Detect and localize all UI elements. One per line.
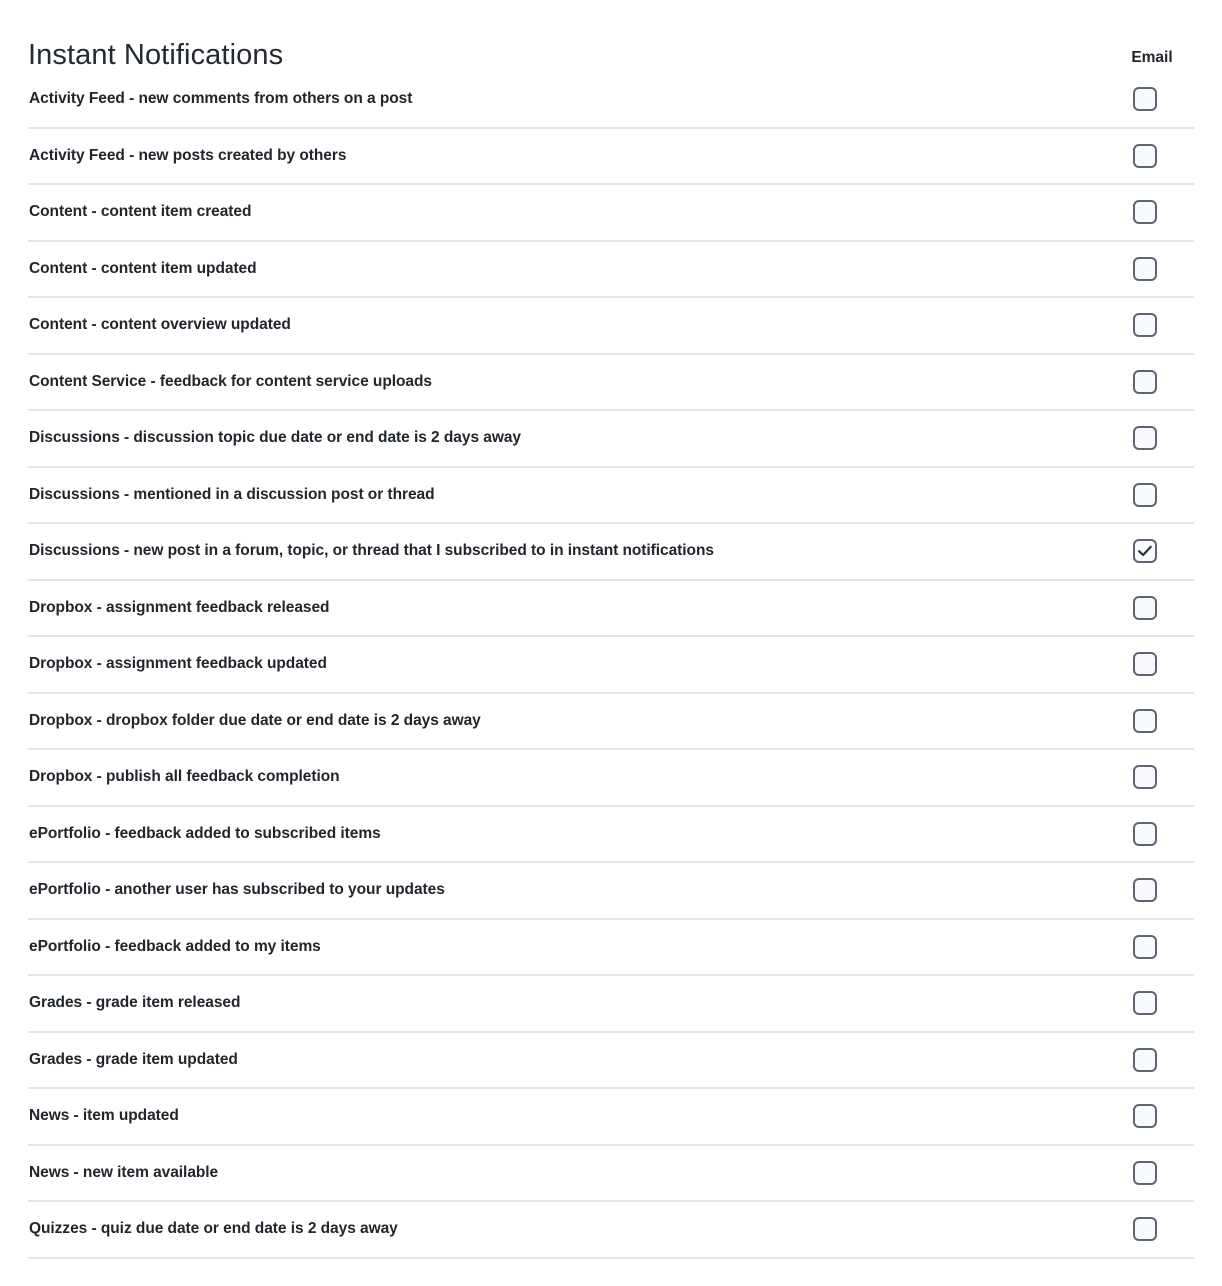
email-cell [1105, 426, 1185, 450]
notification-label: ePortfolio - feedback added to subscribed items [29, 824, 381, 842]
email-checkbox[interactable] [1133, 483, 1157, 507]
notification-label: Dropbox - assignment feedback updated [29, 655, 327, 673]
table-row [28, 976, 1194, 1033]
table-row [28, 298, 1194, 355]
notification-label: Quizzes - quiz due date or end date is 2 days away [29, 1220, 398, 1238]
email-checkbox[interactable] [1133, 1048, 1157, 1072]
email-checkbox[interactable] [1133, 596, 1157, 620]
page-title: Instant Notifications [28, 39, 284, 72]
table-row [28, 920, 1194, 977]
email-checkbox[interactable] [1133, 652, 1157, 676]
email-column-header: Email [1131, 49, 1173, 66]
notification-label: Grades - grade item updated [29, 1050, 238, 1068]
email-cell [1105, 313, 1185, 337]
email-cell [1105, 652, 1185, 676]
email-checkbox[interactable] [1133, 1161, 1157, 1185]
table-row [28, 863, 1194, 920]
email-cell [1105, 822, 1185, 846]
email-checkbox[interactable] [1133, 991, 1157, 1015]
table-row [28, 1033, 1194, 1090]
email-cell [1105, 1104, 1185, 1128]
table-row [28, 468, 1194, 525]
page-header [28, 0, 1194, 72]
table-row [28, 750, 1194, 807]
email-cell [1105, 765, 1185, 789]
notification-label: Content - content overview updated [29, 316, 291, 334]
email-checkbox[interactable] [1133, 313, 1157, 337]
notification-label: Content Service - feedback for content service uploads [29, 372, 432, 390]
email-cell [1105, 483, 1185, 507]
table-row [28, 1089, 1194, 1146]
notification-label: ePortfolio - feedback added to my items [29, 937, 321, 955]
email-checkbox[interactable] [1133, 935, 1157, 959]
email-cell [1105, 991, 1185, 1015]
email-cell [1105, 370, 1185, 394]
email-checkbox[interactable] [1133, 370, 1157, 394]
email-cell [1105, 1048, 1185, 1072]
notification-label: Activity Feed - new comments from others on a post [29, 90, 413, 108]
notification-label: Discussions - new post in a forum, topic, or thread that I subscribed to in instant notifications [29, 542, 714, 560]
check-icon [1135, 541, 1155, 561]
notification-label: Discussions - discussion topic due date or end date is 2 days away [29, 429, 521, 447]
email-checkbox[interactable] [1133, 87, 1157, 111]
email-checkbox[interactable] [1133, 1217, 1157, 1241]
email-checkbox[interactable] [1133, 200, 1157, 224]
table-row [28, 129, 1194, 186]
email-checkbox[interactable] [1133, 765, 1157, 789]
table-row [28, 411, 1194, 468]
notification-label: News - new item available [29, 1163, 219, 1181]
table-row [28, 1146, 1194, 1203]
email-cell [1105, 878, 1185, 902]
email-cell [1105, 1161, 1185, 1185]
email-cell [1105, 87, 1185, 111]
notification-label: Dropbox - assignment feedback released [29, 598, 330, 616]
notification-label: Content - content item updated [29, 259, 257, 277]
notification-label: Discussions - mentioned in a discussion post or thread [29, 485, 435, 503]
table-row [28, 72, 1194, 129]
notification-label: Dropbox - publish all feedback completion [29, 768, 340, 786]
table-row [28, 242, 1194, 299]
table-row [28, 355, 1194, 412]
email-checkbox[interactable] [1133, 144, 1157, 168]
table-row [28, 581, 1194, 638]
table-row [28, 1202, 1194, 1259]
email-cell [1105, 200, 1185, 224]
email-checkbox[interactable] [1133, 426, 1157, 450]
email-cell [1105, 257, 1185, 281]
notification-label: News - item updated [29, 1107, 179, 1125]
email-checkbox[interactable] [1133, 822, 1157, 846]
email-checkbox[interactable] [1133, 539, 1157, 563]
email-cell [1105, 1217, 1185, 1241]
email-checkbox[interactable] [1133, 257, 1157, 281]
notification-label: Dropbox - dropbox folder due date or end date is 2 days away [29, 711, 481, 729]
table-row [28, 637, 1194, 694]
notification-label: Content - content item created [29, 203, 252, 221]
table-row [28, 185, 1194, 242]
email-cell [1105, 935, 1185, 959]
notification-list [28, 72, 1194, 1259]
table-row [28, 524, 1194, 581]
notification-label: Grades - grade item released [29, 994, 241, 1012]
notification-label: ePortfolio - another user has subscribed to your updates [29, 881, 445, 899]
notification-label: Activity Feed - new posts created by others [29, 146, 347, 164]
email-checkbox[interactable] [1133, 1104, 1157, 1128]
email-cell [1105, 596, 1185, 620]
email-checkbox[interactable] [1133, 709, 1157, 733]
table-row [28, 694, 1194, 751]
email-cell [1105, 709, 1185, 733]
email-checkbox[interactable] [1133, 878, 1157, 902]
email-cell [1105, 539, 1185, 563]
table-row [28, 807, 1194, 864]
email-cell [1105, 144, 1185, 168]
